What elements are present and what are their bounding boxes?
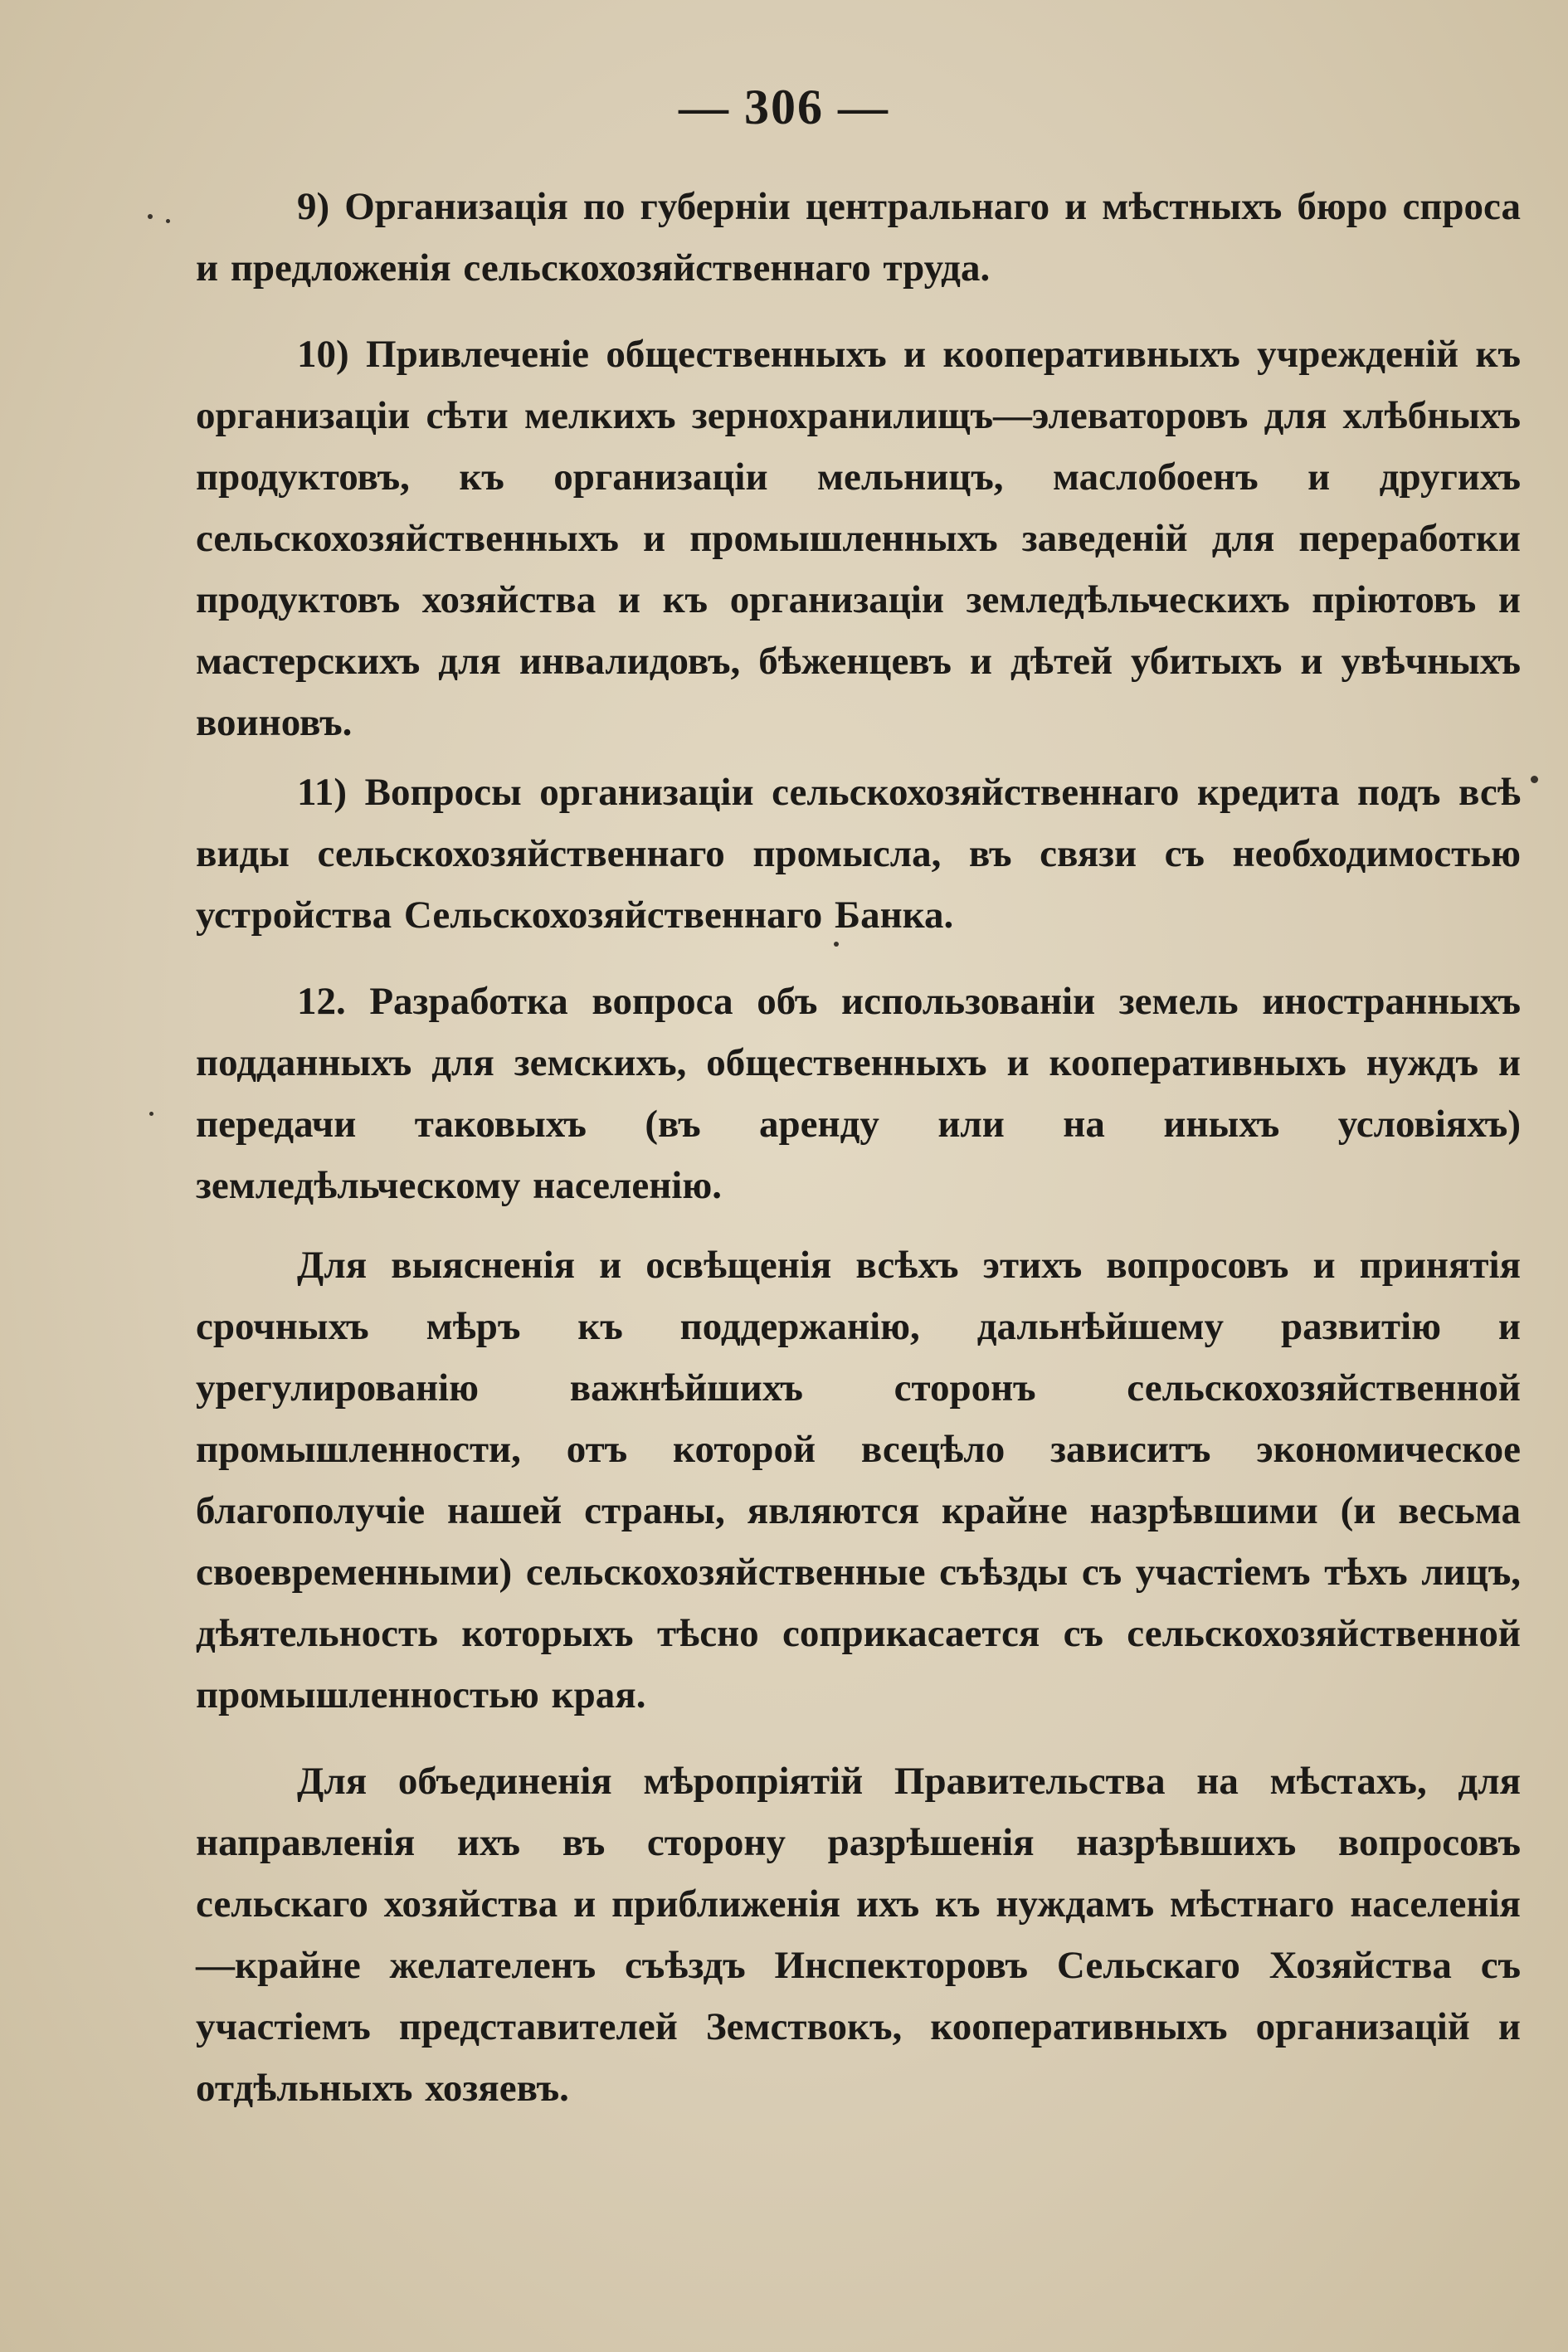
paper-speck — [834, 942, 839, 947]
paper-speck — [166, 219, 170, 223]
paper-speck — [149, 1112, 153, 1116]
body-text — [196, 176, 1521, 2119]
paragraph-item-11: 11) Вопросы организаціи сельскохозяйственнаго кредита подъ всѣ виды сельскохозяйственнаго промысла, въ связи съ необходимостью устройства Сельскохозяйственнаго Банка. — [196, 771, 1521, 937]
paragraph-item-10: 10) Привлеченіе общественныхъ и кооперативныхъ учрежденій къ организаціи сѣти мелкихъ зернохранилищъ—элеваторовъ для хлѣбныхъ продуктовъ, къ организаціи мельницъ, маслобоенъ и другихъ сельскохозяйственныхъ и промышленныхъ заведеній для переработки продуктовъ хозяйства и къ организаціи земледѣльческихъ пріютовъ и мастерскихъ для инвалидовъ, бѣженцевъ и дѣтей убитыхъ и увѣчныхъ воиновъ. — [196, 333, 1521, 744]
paragraph-item-12: 12. Разработка вопроса объ использованіи земель иностранныхъ подданныхъ для земскихъ, общественныхъ и кооперативныхъ нуждъ и передачи таковыхъ (въ аренду или на иныхъ условіяхъ) земледѣльческому населенію. — [196, 980, 1521, 1207]
paragraph-unification: Для объединенія мѣропріятій Правительства на мѣстахъ, для направленія ихъ въ сторону разрѣшенія назрѣвшихъ вопросовъ сельскаго хозяйства и приближенія ихъ къ нуждамъ мѣстнаго населенія—крайне желателенъ съѣздъ Инспекторовъ Сельскаго Хозяйства съ участіемъ представителей Земствокъ, кооперативныхъ организацій и отдѣльныхъ хозяевъ. — [196, 1760, 1521, 2110]
paper-speck — [1531, 776, 1538, 783]
page-number: — 306 — — [679, 80, 889, 134]
paragraph-clarification: Для выясненія и освѣщенія всѣхъ этихъ вопросовъ и принятія срочныхъ мѣръ къ поддержанію, дальнѣйшему развитію и урегулированію важнѣйшихъ сторонъ сельскохозяйственной промышленности, отъ которой всецѣло зависитъ экономическое благополучіе нашей страны, являются крайне назрѣвшими (и весьма своевременными) сельскохозяйственные съѣзды съ участіемъ тѣхъ лицъ, дѣятельность которыхъ тѣсно соприкасается съ сельскохозяйственной промышленностью края. — [196, 1244, 1521, 1717]
paragraph-item-9: 9) Организація по губерніи центральнаго и мѣстныхъ бюро спроса и предложенія сельскохозяйственнаго труда. — [196, 185, 1521, 290]
paper-speck — [148, 214, 153, 219]
